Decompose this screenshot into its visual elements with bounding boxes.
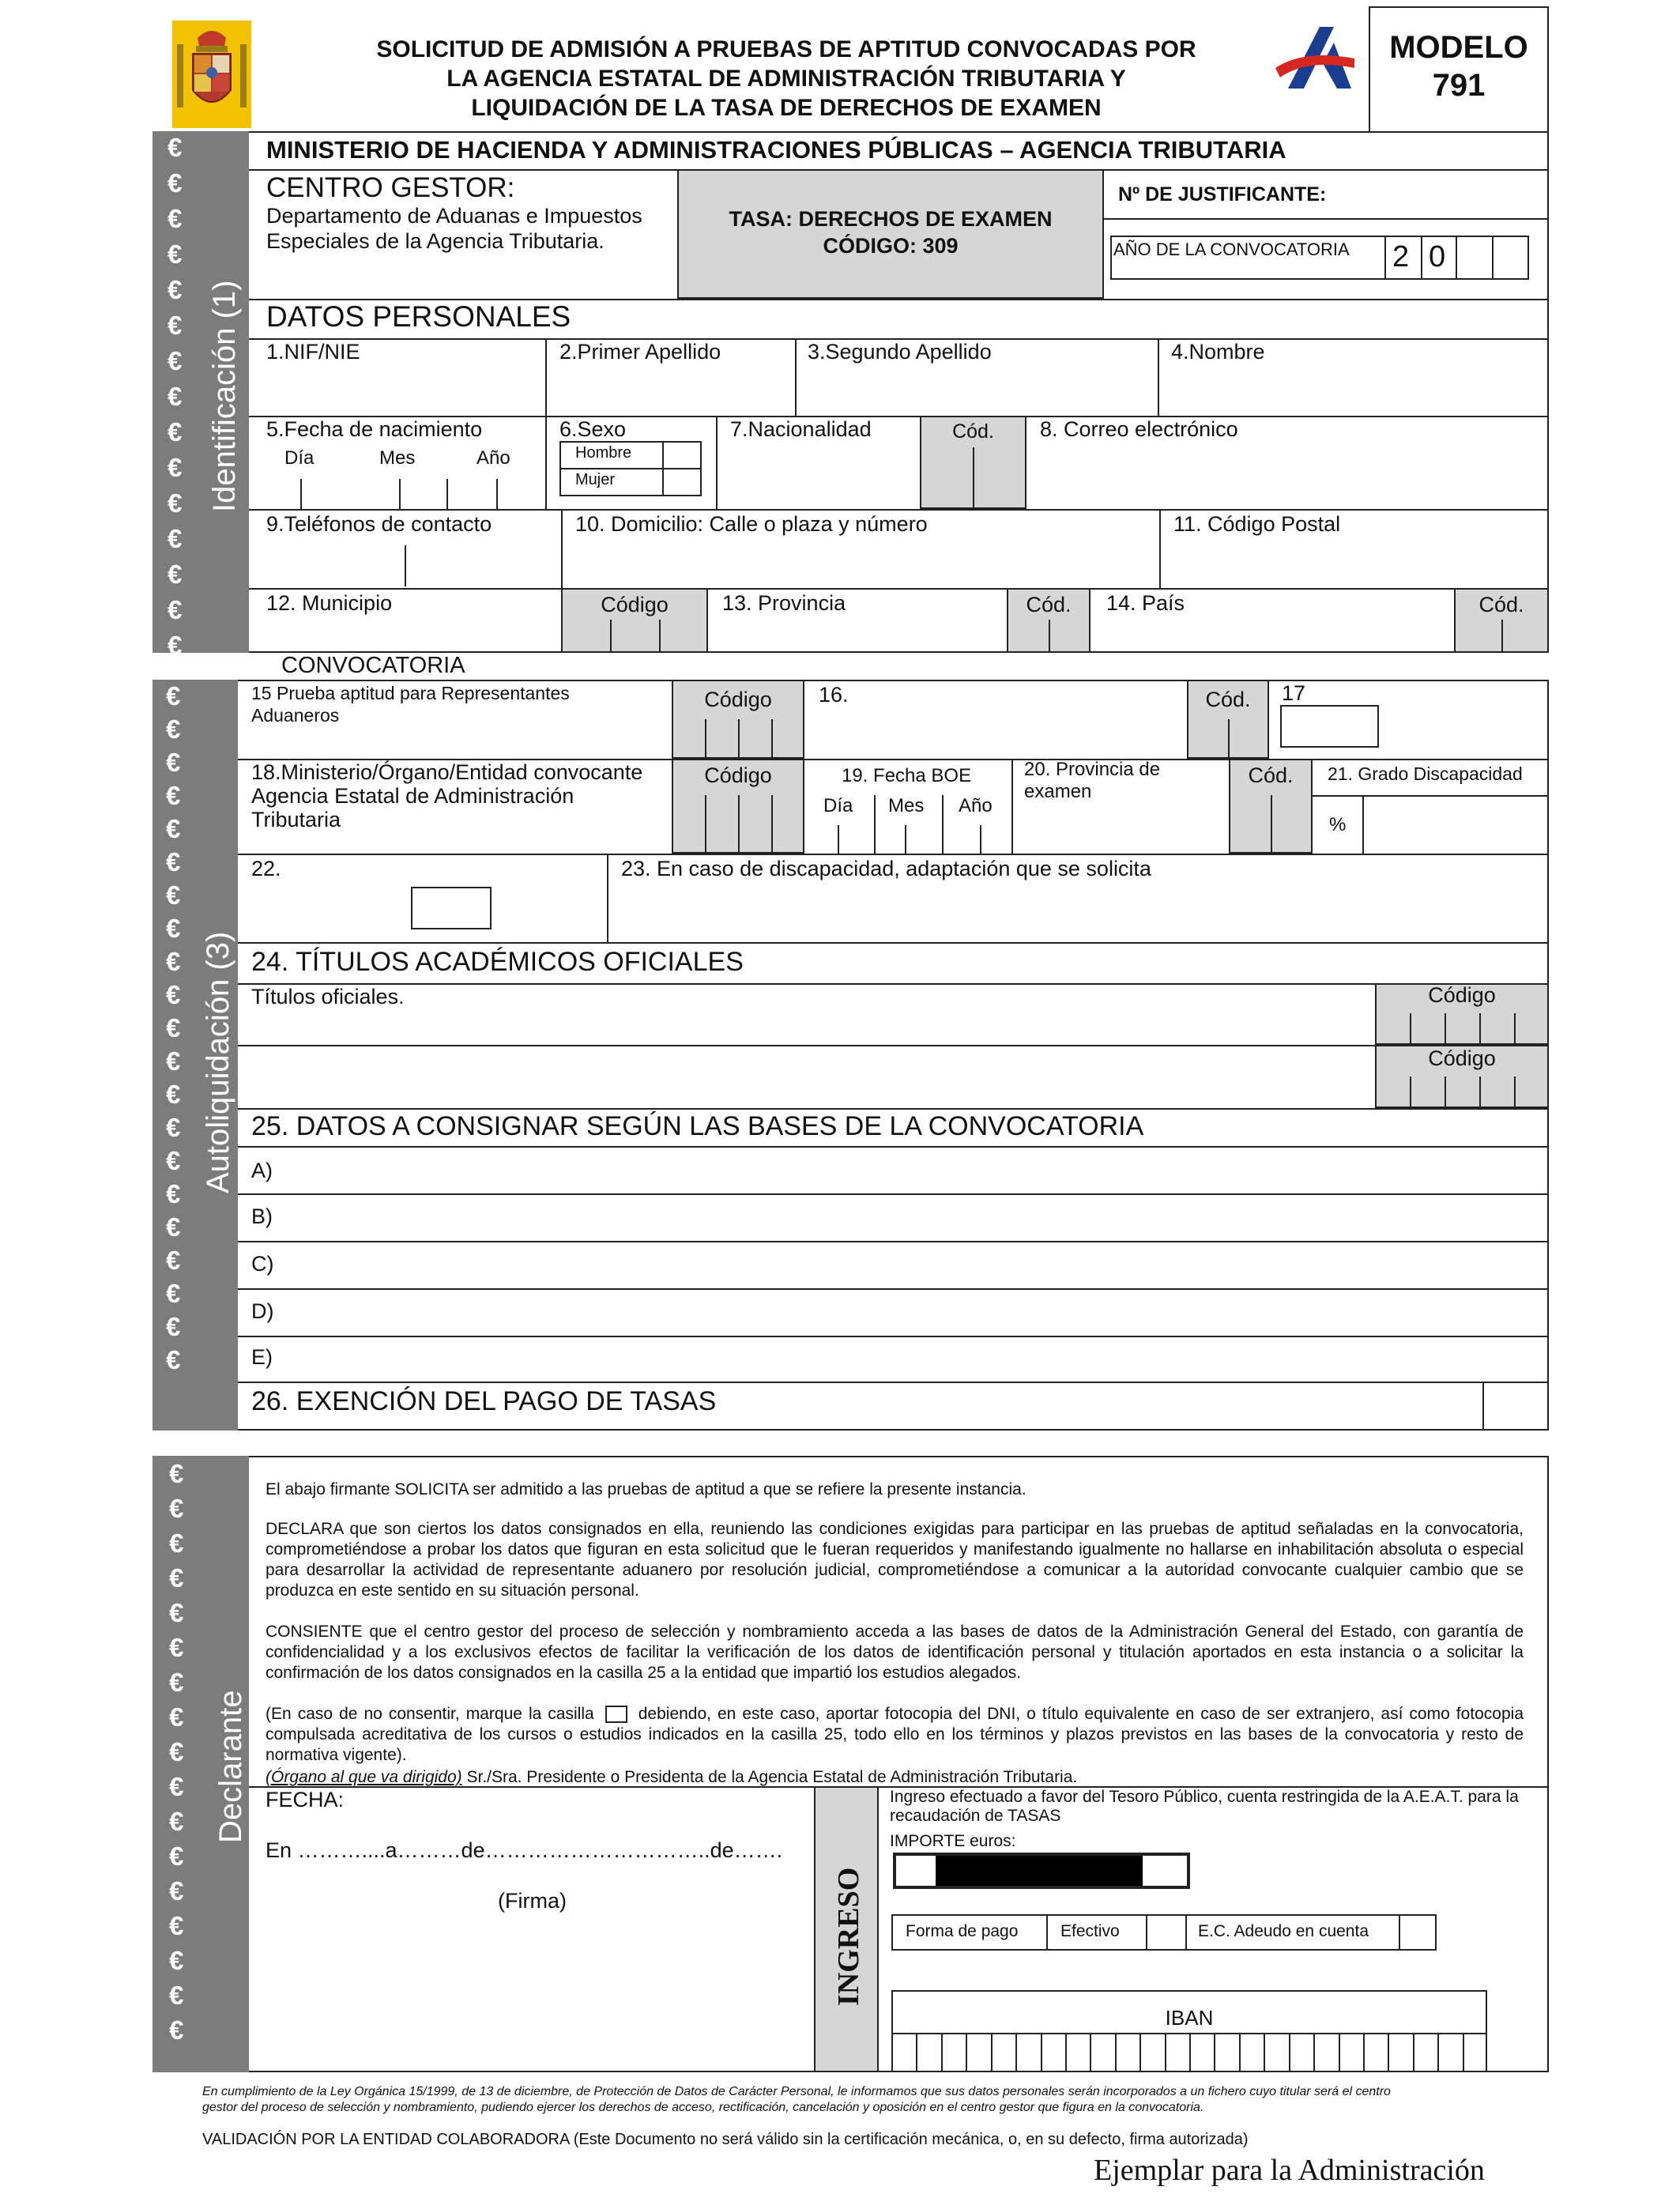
adaptacion-label: 23. En caso de discapacidad, adaptación que se solicita xyxy=(621,857,1151,880)
euro-icon: € xyxy=(166,1179,181,1208)
divider xyxy=(1046,1914,1048,1951)
euro-icon: € xyxy=(168,275,183,304)
iban-label: IBAN xyxy=(1165,2006,1214,2030)
exencion-checkbox[interactable] xyxy=(1484,1383,1547,1429)
form-title xyxy=(332,35,1241,123)
centro-gestor-line-1: Departamento de Aduanas e Impuestos xyxy=(266,204,642,228)
iban-cell-divider xyxy=(1339,2033,1340,2072)
provincia-examen-line-2: examen xyxy=(1024,781,1092,802)
euro-icon: € xyxy=(168,311,183,340)
telefonos-label: 9.Teléfonos de contacto xyxy=(266,512,492,536)
efectivo-checkbox[interactable] xyxy=(1147,1916,1184,1949)
iban-cell-divider xyxy=(1041,2033,1042,2072)
segundo-apellido-label: 3.Segundo Apellido xyxy=(808,340,992,364)
euro-icon: € xyxy=(168,488,183,518)
dato-row-e-label: E) xyxy=(251,1345,273,1369)
solicita-text: El abajo firmante SOLICITA ser admitido a las pruebas de aptitud a que se refiere la presente instancia. xyxy=(266,1480,1026,1498)
euro-icon: € xyxy=(166,681,181,711)
field-22-label: 22. xyxy=(251,857,281,880)
iban-cell-divider xyxy=(941,2033,943,2072)
euro-icon: € xyxy=(168,631,183,660)
euro-icon: € xyxy=(166,748,181,777)
divider xyxy=(1228,719,1230,759)
euro-icon: € xyxy=(166,1146,181,1175)
iban-cell-divider xyxy=(1363,2033,1365,2072)
euro-icon: € xyxy=(169,1876,184,1906)
ingreso-line-1: Ingreso efectuado a favor del Tesoro Público, cuenta restringida de la A.E.A.T. para la xyxy=(890,1788,1519,1806)
divider xyxy=(1049,620,1050,653)
euro-icon: € xyxy=(168,382,183,411)
title-line-3: LIQUIDACIÓN DE LA TASA DE DERECHOS DE EXAMEN xyxy=(471,95,1102,121)
iban-cell-divider xyxy=(1388,2033,1389,2072)
ano-label: Año xyxy=(477,447,510,469)
organo-label: (Órgano al que va dirigido) xyxy=(266,1768,462,1786)
date-tick xyxy=(399,479,401,511)
tasa-line-2: CÓDIGO: 309 xyxy=(823,234,959,258)
euro-icon: € xyxy=(166,1345,181,1374)
grado-discapacidad-label: 21. Grado Discapacidad xyxy=(1328,763,1523,784)
ingreso-label: INGRESO xyxy=(832,1867,865,2006)
date-tick xyxy=(942,795,944,854)
divider xyxy=(771,795,773,854)
date-tick xyxy=(980,825,981,854)
divider xyxy=(610,620,612,653)
iban-cell-divider xyxy=(1239,2033,1241,2072)
euro-icon: € xyxy=(168,204,183,233)
iban-cell-divider xyxy=(1313,2033,1315,2072)
divider xyxy=(659,620,661,653)
iban-cell-divider xyxy=(1264,2033,1265,2072)
iban-cell-divider xyxy=(1413,2033,1414,2072)
euro-icon: € xyxy=(169,2015,184,2045)
divider xyxy=(1456,236,1457,280)
declara-text: DECLARA que son ciertos los datos consignados en ella, reuniendo las condiciones exigidas para participar en las pruebas de aptitud señaladas en la convocatoria, comprometiéndose a probar los datos que figuran en esta solicitud que le fueran requeridos y manifestando igualmente no hallarse en inhabilitación absoluta o especial para desarrollar la actividad de representante aduanero por resolución judicial, comprometiéndose a comunicar a la autoridad convocante cualquier cambio que se produzca en este sentido en su situación personal. xyxy=(266,1520,1524,1600)
divider xyxy=(1421,236,1422,280)
divider xyxy=(1410,1076,1411,1108)
dato-row-e[interactable] xyxy=(239,1337,1547,1380)
spain-coat-of-arms-logo xyxy=(172,21,251,128)
mujer-label: Mujer xyxy=(575,471,616,488)
fecha-label: FECHA: xyxy=(266,1788,345,1811)
modelo-number: 791 xyxy=(1432,68,1486,103)
date-tick xyxy=(838,825,839,854)
hombre-checkbox[interactable] xyxy=(664,443,700,466)
divider xyxy=(1104,218,1549,220)
euro-icon: € xyxy=(168,133,183,162)
euro-icon: € xyxy=(169,1563,184,1593)
euro-icon: € xyxy=(166,1113,181,1142)
euro-icon: € xyxy=(168,346,183,375)
euro-icon: € xyxy=(169,1668,184,1697)
legal-notice xyxy=(202,2084,1546,2116)
exencion-title: 26. EXENCIÓN DEL PAGO DE TASAS xyxy=(251,1386,717,1416)
divider xyxy=(705,795,706,854)
organo-text xyxy=(266,1767,1524,1788)
domicilio-label: 10. Domicilio: Calle o plaza y número xyxy=(575,512,928,536)
field-17-input[interactable] xyxy=(1280,705,1379,748)
iban-cell-divider xyxy=(1463,2033,1464,2072)
euro-icon: € xyxy=(169,1946,184,1975)
centro-gestor-line-2: Especiales de la Agencia Tributaria. xyxy=(266,229,605,253)
dato-row-d[interactable] xyxy=(239,1290,1547,1334)
provincia-examen-cod-label: Cód. xyxy=(1248,763,1294,787)
euro-icon: € xyxy=(169,1911,184,1940)
euro-icon: € xyxy=(169,1633,184,1662)
euro-icon: € xyxy=(168,560,183,589)
modelo-label: MODELO xyxy=(1389,30,1528,65)
declarante-sidebar-label: Declarante xyxy=(213,1690,248,1843)
tasa-line-1: TASA: DERECHOS DE EXAMEN xyxy=(729,207,1053,231)
titulos-title: 24. TÍTULOS ACADÉMICOS OFICIALES xyxy=(251,947,744,977)
prueba-aptitud-line-2: Aduaneros xyxy=(251,705,340,726)
divider xyxy=(1445,1013,1446,1045)
provincia-examen-line-1: 20. Provincia de xyxy=(1024,759,1161,780)
fecha-boe-label: 19. Fecha BOE xyxy=(842,765,972,786)
titulo-1-field[interactable] xyxy=(239,985,1375,1043)
euro-icon: € xyxy=(166,1013,181,1042)
mujer-checkbox[interactable] xyxy=(664,469,700,495)
ministerio-convocante-line-2: Agencia Estatal de Administración xyxy=(251,784,574,808)
fecha-boe-mes-label: Mes xyxy=(888,795,925,816)
euro-icon: € xyxy=(169,1842,184,1871)
dato-row-c[interactable] xyxy=(239,1242,1547,1287)
sexo-label: 6.Sexo xyxy=(559,417,627,441)
divider xyxy=(1492,236,1494,280)
date-tick xyxy=(905,825,906,854)
divider xyxy=(705,719,706,759)
autoliquidacion-sidebar-label: Autoliquidación (3) xyxy=(201,931,235,1193)
iban-cell-divider xyxy=(1214,2033,1215,2072)
no-consentir-checkbox[interactable] xyxy=(605,1706,627,1723)
ejemplar-label: Ejemplar para la Administración xyxy=(1094,2154,1485,2187)
datos-personales-title: DATOS PERSONALES xyxy=(266,300,571,333)
iban-cell-divider xyxy=(916,2033,917,2072)
euro-icon: € xyxy=(166,1080,181,1109)
euro-icon: € xyxy=(168,453,183,482)
nif-nie-label: 1.NIF/NIE xyxy=(266,340,360,364)
ministerio-convocante-line-3: Tributaria xyxy=(251,808,341,831)
date-tick xyxy=(874,795,876,854)
validacion-text: VALIDACIÓN POR LA ENTIDAD COLABORADORA (Este Documento no será válido sin la certificación mecánica, o, en su defecto, firma autorizada) xyxy=(202,2131,1249,2148)
datos-bases-title: 25. DATOS A CONSIGNAR SEGÚN LAS BASES DE LA CONVOCATORIA xyxy=(251,1111,1144,1141)
euro-icon: € xyxy=(166,1279,181,1308)
dato-row-d-label: D) xyxy=(251,1299,274,1323)
dato-row-b-label: B) xyxy=(251,1204,273,1228)
euro-icon: € xyxy=(169,1529,184,1558)
euro-icon: € xyxy=(169,1702,184,1732)
nacionalidad-label: 7.Nacionalidad xyxy=(730,417,872,441)
iban-cell-divider xyxy=(1115,2033,1117,2072)
iban-cell-divider xyxy=(1165,2033,1166,2072)
divider xyxy=(238,942,1549,944)
euro-icon: € xyxy=(169,1772,184,1801)
provincia-label: 13. Provincia xyxy=(722,591,846,615)
importe-bar xyxy=(936,1856,1143,1886)
no-consentir-after: debiendo, en este caso, aportar fotocopia del DNI, o título equivalente en caso de ser extranjero, así como fotocopia compulsada acreditativa de los cursos o estudios indicados en la casilla 25, todo ello en los términos y plazos previstos en las bases de la convocatoria y resto de normativa vigente). xyxy=(266,1705,1524,1764)
municipio-label: 12. Municipio xyxy=(266,591,393,615)
provincia-cod-label: Cód. xyxy=(1026,593,1072,616)
ano-digit-1: 2 xyxy=(1392,240,1410,273)
ministerio-convocante-line-1: 18.Ministerio/Órgano/Entidad convocante xyxy=(251,760,643,784)
organo-value: Sr./Sra. Presidente o Presidenta de la Agencia Estatal de Administración Tributaria. xyxy=(461,1768,1078,1786)
forma-pago-label: Forma de pago xyxy=(906,1922,1019,1940)
convocatoria-title: CONVOCATORIA xyxy=(281,653,465,678)
divider xyxy=(738,719,740,759)
efectivo-label: Efectivo xyxy=(1060,1922,1120,1940)
divider xyxy=(738,795,740,854)
divider xyxy=(238,1382,1549,1383)
iban-cell-divider xyxy=(1090,2033,1091,2072)
ano-digit-2: 0 xyxy=(1429,240,1446,273)
divider xyxy=(1384,236,1386,280)
iban-cell-divider xyxy=(966,2033,967,2072)
iban-cell-divider xyxy=(1437,2033,1439,2072)
grado-discapacidad-input[interactable] xyxy=(1364,797,1547,852)
euro-icon: € xyxy=(166,947,181,976)
percent-label: % xyxy=(1329,814,1347,835)
divider xyxy=(1479,1076,1481,1108)
ingreso-line-2: recaudación de TASAS xyxy=(890,1807,1061,1825)
euro-icon: € xyxy=(169,1598,184,1627)
euro-icon: € xyxy=(168,239,183,269)
divider xyxy=(1011,759,1013,854)
euro-icon: € xyxy=(168,595,183,624)
iban-cell-divider xyxy=(1139,2033,1141,2072)
euro-icon: € xyxy=(168,168,183,198)
euro-icon: € xyxy=(169,1459,184,1488)
divider xyxy=(716,416,718,509)
no-consentir-text xyxy=(266,1704,1524,1766)
importe-label: IMPORTE euros: xyxy=(890,1832,1016,1850)
divider xyxy=(545,416,547,509)
codigo-postal-label: 11. Código Postal xyxy=(1173,512,1341,536)
pais-label: 14. País xyxy=(1106,591,1185,615)
fecha-boe-ano-label: Año xyxy=(959,795,993,816)
euro-icon: € xyxy=(166,880,181,910)
nacionalidad-cod-label: Cód. xyxy=(952,420,994,443)
no-consentir-before: (En caso de no consentir, marque la casilla xyxy=(266,1705,594,1723)
agencia-tributaria-logo xyxy=(1272,21,1359,96)
ministry-header: MINISTERIO DE HACIENDA Y ADMINISTRACIONES PÚBLICAS – AGENCIA TRIBUTARIA xyxy=(266,136,1286,164)
divider xyxy=(1514,1076,1516,1108)
euro-icon: € xyxy=(168,524,183,553)
euro-icon: € xyxy=(166,714,181,744)
mes-label: Mes xyxy=(379,447,416,469)
title-line-2: LA AGENCIA ESTATAL DE ADMINISTRACIÓN TRIBUTARIA Y xyxy=(446,66,1126,92)
divider xyxy=(771,719,773,759)
dato-row-a[interactable] xyxy=(239,1148,1547,1192)
euro-icon: € xyxy=(169,1981,184,2010)
euro-icon: € xyxy=(166,1046,181,1076)
titulos-oficiales-label: Títulos oficiales. xyxy=(251,985,405,1008)
justificante-label: Nº DE JUSTIFICANTE: xyxy=(1118,183,1327,205)
divider xyxy=(973,447,974,509)
euro-icon: € xyxy=(166,1246,181,1275)
fecha-nacimiento-label: 5.Fecha de nacimiento xyxy=(266,417,483,441)
field-16-label: 16. xyxy=(819,683,849,707)
dato-row-a-label: A) xyxy=(251,1159,273,1182)
divider xyxy=(1479,1013,1481,1045)
dato-row-c-label: C) xyxy=(251,1252,274,1276)
euro-icon: € xyxy=(169,1807,184,1836)
iban-cell-divider xyxy=(1189,2033,1191,2072)
ec-adeudo-label: E.C. Adeudo en cuenta xyxy=(1198,1922,1369,1940)
divider xyxy=(1445,1076,1446,1108)
primer-apellido-label: 2.Primer Apellido xyxy=(559,340,721,364)
firma-label: (Firma) xyxy=(498,1889,567,1913)
titulo-2-field[interactable] xyxy=(239,1046,1375,1106)
fecha-en-line: En ………....a………de…………………………..de……. xyxy=(266,1838,783,1862)
centro-gestor-title: CENTRO GESTOR: xyxy=(266,172,515,203)
legal-line-1: En cumplimiento de la Ley Orgánica 15/1999, de 13 de diciembre, de Protección de Datos de Carácter Personal, le informamos que sus datos personales serán incorporados a un fichero cuyo titular será el centro xyxy=(202,2085,1391,2098)
date-tick xyxy=(446,479,448,511)
date-tick xyxy=(300,479,302,511)
divider xyxy=(1185,1914,1187,1951)
consiente-text: CONSIENTE que el centro gestor del proceso de selección y nombramiento acceda a las bases de datos de la Administración General del Estado, con garantía de confidencialidad y a los exclusivos efectos de facilitar la verificación de los datos de identificación personal y titulación aportados en esta instancia o a solicitar la confirmación de los datos consignados en la casilla 25 a la entidad que impartió los estudios alegados. xyxy=(266,1623,1524,1682)
hombre-label: Hombre xyxy=(575,444,632,462)
dato-row-b[interactable] xyxy=(239,1195,1547,1239)
euro-icon: € xyxy=(166,847,181,876)
euro-icon: € xyxy=(166,814,181,843)
municipio-codigo-label: Código xyxy=(601,593,669,616)
euro-icon: € xyxy=(169,1737,184,1766)
euro-icon: € xyxy=(166,1312,181,1341)
iban-cell-divider xyxy=(1015,2033,1017,2072)
fecha-boe-dia-label: Día xyxy=(823,795,853,816)
euro-icon: € xyxy=(166,914,181,943)
titulo-2-codigo-label: Código xyxy=(1428,1046,1496,1070)
titulo-1-codigo-label: Código xyxy=(1428,983,1496,1007)
field-22-input[interactable] xyxy=(411,887,492,929)
title-line-1: SOLICITUD DE ADMISIÓN A PRUEBAS DE APTITUD CONVOCADAS POR xyxy=(376,36,1196,62)
euro-icon: € xyxy=(166,1212,181,1242)
ministerio-codigo-label: Código xyxy=(704,763,772,787)
nombre-label: 4.Nombre xyxy=(1171,340,1265,364)
dia-label: Día xyxy=(284,447,315,469)
divider xyxy=(249,588,1549,590)
iban-cell-divider xyxy=(991,2033,993,2072)
iban-cell-divider xyxy=(1065,2033,1067,2072)
euro-icon: € xyxy=(169,1494,184,1523)
euro-icon: € xyxy=(166,980,181,1009)
pais-cod-label: Cód. xyxy=(1478,593,1524,616)
field-16-cod-label: Cód. xyxy=(1205,688,1251,711)
divider xyxy=(1271,795,1272,854)
identificacion-sidebar-label: Identificación (1) xyxy=(207,280,242,512)
correo-label: 8. Correo electrónico xyxy=(1040,417,1238,441)
date-tick xyxy=(496,479,498,511)
prueba-codigo-label: Código xyxy=(704,688,772,711)
prueba-aptitud-line-1: 15 Prueba aptitud para Representantes xyxy=(251,683,570,703)
divider xyxy=(1410,1013,1411,1045)
field-17-label: 17 xyxy=(1282,681,1306,705)
ano-convocatoria-label: AÑO DE LA CONVOCATORIA xyxy=(1113,239,1350,259)
divider xyxy=(1501,620,1503,653)
legal-line-2: gestor del proceso de selección y nombramiento, pudiendo ejercer los derechos de acceso, rectificación, cancelación y oposición en el centro gestor que figura en la convocatoria. xyxy=(202,2101,1204,2114)
divider xyxy=(1514,1013,1516,1045)
iban-cell-divider xyxy=(1289,2033,1290,2072)
ec-adeudo-checkbox[interactable] xyxy=(1400,1916,1435,1949)
divider xyxy=(238,1108,1549,1110)
euro-icon: € xyxy=(168,417,183,447)
euro-icon: € xyxy=(166,781,181,810)
phone-tick xyxy=(405,545,406,586)
